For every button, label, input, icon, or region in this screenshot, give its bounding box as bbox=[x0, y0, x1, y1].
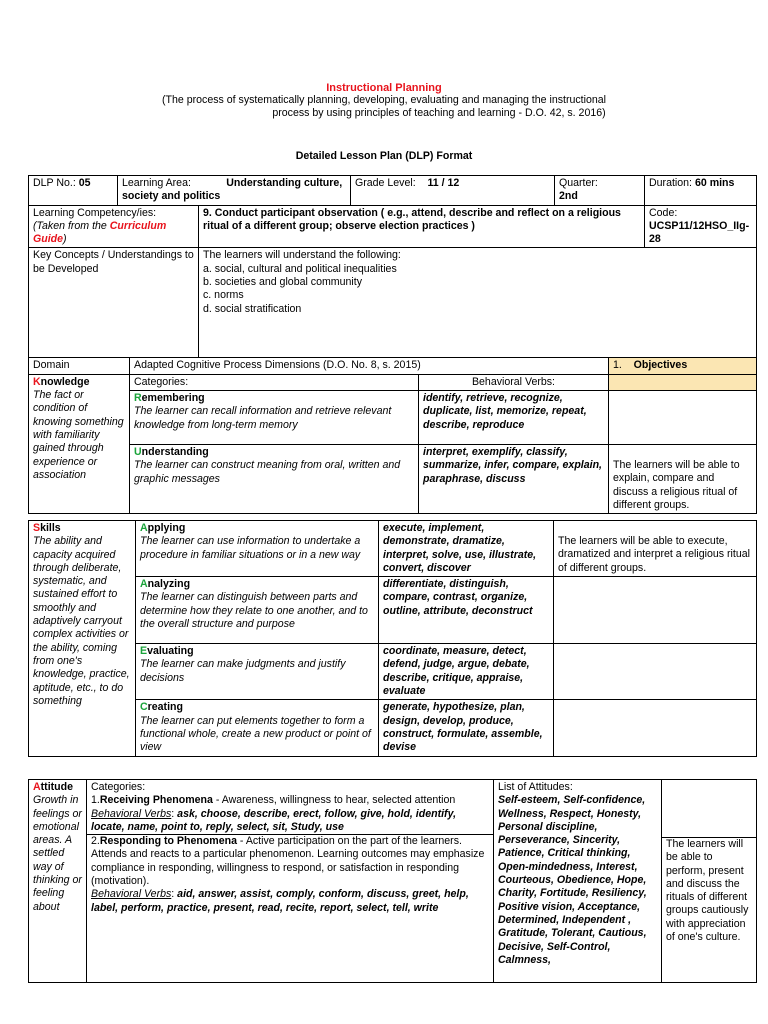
key-concepts-content: The learners will understand the following: a. social, cultural and political inequalities b. societies and global community c. norms d. social stratification bbox=[199, 248, 757, 358]
knowledge-domain: Knowledge The fact or condition of knowing something with familiarity gained through experience or association bbox=[29, 374, 130, 513]
objectives-header-cont bbox=[609, 374, 757, 390]
analyzing-verbs: differentiate, distinguish, compare, contrast, organize, outline, attribute, deconstruct bbox=[379, 577, 554, 644]
attitude-domain: Attitude Growth in feelings or emotional areas. A settled way of thinking or feeling about bbox=[29, 780, 87, 983]
evaluating-objective bbox=[554, 644, 757, 700]
concept-item: c. norms bbox=[203, 289, 244, 302]
applying-verbs: execute, implement, demonstrate, dramatize, interpret, solve, use, illustrate, convert, discover bbox=[379, 521, 554, 577]
objectives-header: 1. Objectives bbox=[609, 358, 757, 374]
subtitle-line-2: process by using principles of teaching and learning - D.O. 42, s. 2016) bbox=[272, 107, 606, 119]
creating-cell: Creating The learner can put elements together to form a functional whole, create a new product or point of view bbox=[136, 700, 379, 756]
code-cell: Code: UCSP11/12HSO_IIg-28 bbox=[645, 205, 757, 248]
attitude-table bbox=[28, 779, 757, 983]
skills-domain: Skills The ability and capacity acquired through deliberate, systematic, and sustained effort to smoothly and adaptively carryout complex activities or the ability, coming from one's knowledge, practice, aptitude, etc., to do something bbox=[29, 521, 136, 757]
page-title: Instructional Planning bbox=[326, 82, 442, 94]
understanding-objective: The learners will be able to explain, compare and discuss a religious ritual of different groups. bbox=[609, 445, 757, 514]
evaluating-verbs: coordinate, measure, detect, defend, judge, argue, debate, describe, critique, appraise, evaluate bbox=[379, 644, 554, 700]
analyzing-cell: Analyzing The learner can distinguish between parts and determine how they relate to one another, and to the overall structure and purpose bbox=[136, 577, 379, 644]
creating-objective bbox=[554, 700, 757, 756]
evaluating-cell: Evaluating The learner can make judgments and justify decisions bbox=[136, 644, 379, 700]
attitude-objective: The learners will be able to perform, present and discuss the rituals of different groups cautiously with appreciation of one's culture. bbox=[662, 780, 757, 983]
learning-area-cell: Learning Area: Understanding culture, society and politics bbox=[118, 176, 351, 206]
concept-item: a. social, cultural and political inequalities bbox=[203, 262, 397, 275]
page-header bbox=[0, 82, 768, 120]
concept-item: d. social stratification bbox=[203, 302, 302, 315]
domain-header: Domain bbox=[29, 358, 130, 374]
understanding-cell: Understanding The learner can construct meaning from oral, written and graphic messages bbox=[130, 445, 419, 514]
subtitle-line-1: (The process of systematically planning, developing, evaluating and managing the instructional bbox=[161, 94, 607, 106]
competency-label-cell: Learning Competency/ies: (Taken from the Curriculum Guide) bbox=[29, 205, 199, 248]
competency-text: 9. Conduct participant observation ( e.g., attend, describe and reflect on a religious ritual of a different group; observe election practices ) bbox=[199, 205, 645, 248]
attitude-list: List of Attitudes: Self-esteem, Self-confidence, Wellness, Respect, Honesty, Personal discipline, Perseverance, Sincerity, Patience, Critical thinking, Open-mindedness, Interest, Courteous, Obedience, Hope, Charity, Fortitude, Resiliency, Positive vision, Acceptance, Determined, Independent , Gratitude, Tolerant, Cautious, Decisive, Self-Control, Calmness, bbox=[494, 780, 662, 983]
categories-header: Categories: bbox=[130, 374, 419, 390]
concept-item: b. societies and global community bbox=[203, 276, 362, 289]
key-concepts-label: Key Concepts / Understandings to be Developed bbox=[29, 248, 199, 358]
dlp-format-title: Detailed Lesson Plan (DLP) Format bbox=[295, 150, 473, 162]
creating-verbs: generate, hypothesize, plan, design, develop, produce, construct, formulate, assemble, devise bbox=[379, 700, 554, 756]
grade-level-cell: Grade Level: 11 / 12 bbox=[351, 176, 555, 206]
attitude-categories: Categories: 1.Receiving Phenomena - Awareness, willingness to hear, selected attention Behavioral Verbs: ask, choose, describe, erect, follow, give, hold, identify, locate, name, point to, reply, select, sit, Study, use 2.Responding to Phenomena - Active participation on the part of the learners. Attends and reacts to a particular phenomenon. Learning outcomes may emphasize compliance in responding, willingness to respond, or satisfaction in responding (motivation). Behavioral Verbs: aid, answer, assist, comply, conform, discuss, greet, help, label, perform, practice, present, read, recite, report, select, tell, write bbox=[87, 780, 494, 983]
lesson-info-table bbox=[28, 175, 757, 514]
remembering-verbs: identify, retrieve, recognize, duplicate, list, memorize, repeat, describe, reproduce bbox=[419, 391, 609, 445]
skills-table bbox=[28, 520, 757, 757]
dlp-no-cell: DLP No.: 05 bbox=[29, 176, 118, 206]
quarter-cell: Quarter: 2nd bbox=[555, 176, 645, 206]
applying-cell: Applying The learner can use information to undertake a procedure in familiar situations or in a new way bbox=[136, 521, 379, 577]
applying-objective: The learners will be able to execute, dramatized and interpret a religious ritual of different groups. bbox=[554, 521, 757, 577]
remembering-cell: Remembering The learner can recall information and retrieve relevant knowledge from long-term memory bbox=[130, 391, 419, 445]
adapted-dimensions-header: Adapted Cognitive Process Dimensions (D.O. No. 8, s. 2015) bbox=[130, 358, 609, 374]
understanding-verbs: interpret, exemplify, classify, summarize, infer, compare, explain, paraphrase, discuss bbox=[419, 445, 609, 514]
duration-cell: Duration: 60 mins bbox=[645, 176, 757, 206]
remembering-objective bbox=[609, 391, 757, 445]
verbs-header: Behavioral Verbs: bbox=[419, 374, 609, 390]
analyzing-objective bbox=[554, 577, 757, 644]
